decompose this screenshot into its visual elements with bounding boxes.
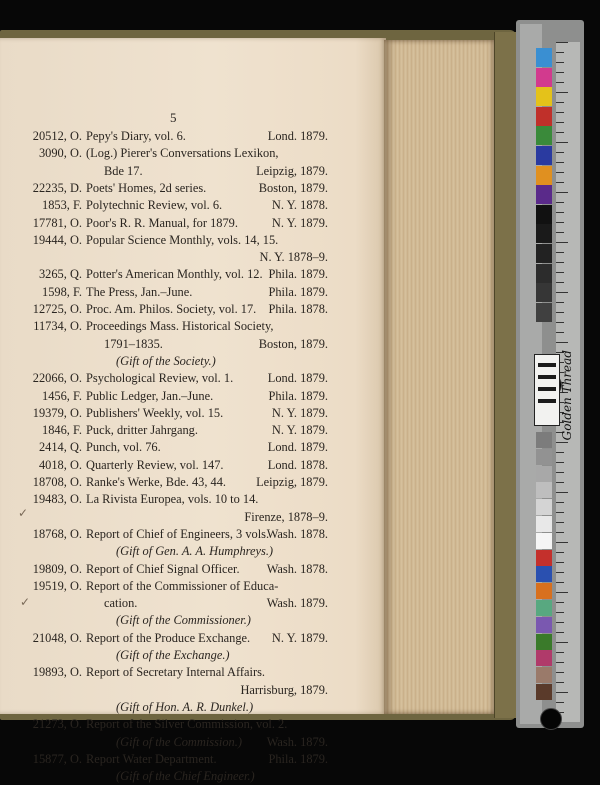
entry-title: (Log.) Pierer's Conversations Lexikon, bbox=[86, 146, 279, 161]
entry-title: The Press, Jan.–June. bbox=[86, 284, 193, 299]
gift-text: (Gift of the Chief Engineer.) bbox=[116, 769, 255, 784]
accession-number: 22235, D. bbox=[32, 180, 82, 195]
imprint: N. Y. 1878. bbox=[271, 198, 328, 213]
imprint: N. Y. 1879. bbox=[271, 630, 328, 645]
catalog-line bbox=[0, 388, 330, 405]
accession-number: 1456, F. bbox=[42, 388, 82, 403]
entry-title: Report of the Produce Exchange. bbox=[86, 630, 251, 645]
ruler-tick bbox=[556, 72, 564, 73]
imprint: N. Y. 1879. bbox=[271, 215, 328, 230]
accession-number: 3090, O. bbox=[38, 146, 82, 161]
color-swatch bbox=[536, 107, 552, 126]
ruler-tick bbox=[556, 252, 564, 253]
ruler-tick bbox=[556, 442, 568, 443]
gift-text: (Gift of Gen. A. A. Humphreys.) bbox=[116, 544, 274, 559]
imprint: Boston, 1879. bbox=[258, 180, 328, 195]
gift-note bbox=[0, 734, 330, 751]
catalog-line bbox=[0, 197, 330, 214]
catalog-line bbox=[0, 682, 330, 699]
color-swatch bbox=[536, 566, 552, 582]
ruler-tick bbox=[556, 232, 564, 233]
ruler-tick bbox=[556, 512, 564, 513]
ruler-tick bbox=[556, 182, 564, 183]
ruler-tick bbox=[556, 452, 564, 453]
ruler-tick bbox=[556, 132, 564, 133]
color-swatch bbox=[536, 264, 552, 283]
accession-number: 20512, O. bbox=[32, 129, 82, 143]
imprint: Wash. 1879. bbox=[266, 596, 328, 611]
punch-hole bbox=[540, 708, 562, 730]
ruler-tick bbox=[556, 582, 564, 583]
ruler-tick bbox=[556, 222, 564, 223]
entry-title: Report of Chief Signal Officer. bbox=[86, 561, 240, 576]
ruler-tick bbox=[556, 112, 564, 113]
book-cover-edge bbox=[494, 32, 517, 718]
ruler-tick bbox=[556, 542, 568, 543]
ruler-tick bbox=[556, 92, 568, 93]
ruler-tick bbox=[556, 462, 564, 463]
catalog-line bbox=[0, 716, 330, 733]
entry-title: Proc. Am. Philos. Society, vol. 17. bbox=[86, 302, 257, 316]
entry-title: Psychological Review, vol. 1. bbox=[86, 371, 234, 386]
catalog-line bbox=[0, 336, 330, 353]
imprint: Lond. 1879. bbox=[267, 129, 328, 143]
gift-note bbox=[0, 612, 330, 629]
ruler-tick bbox=[556, 612, 564, 613]
entry-title: cation. bbox=[104, 596, 138, 611]
color-swatch bbox=[536, 126, 552, 145]
imprint: Phila. 1879. bbox=[268, 267, 328, 282]
catalog-line bbox=[0, 630, 330, 647]
entry-title: Public Ledger, Jan.–June. bbox=[86, 388, 214, 403]
catalog-line bbox=[0, 595, 330, 612]
ruler-tick bbox=[556, 282, 564, 283]
catalog-line bbox=[0, 664, 330, 681]
color-swatch bbox=[536, 466, 552, 482]
entry-title: Report of Secretary Internal Affairs. bbox=[86, 665, 266, 680]
ruler-tick bbox=[556, 682, 564, 683]
imprint: Harrisburg, 1879. bbox=[240, 682, 328, 697]
color-swatch bbox=[536, 48, 552, 67]
ruler-tick bbox=[556, 302, 564, 303]
catalog-line bbox=[0, 474, 330, 491]
entry-title: La Rivista Europea, vols. 10 to 14. bbox=[86, 492, 259, 507]
ruler-tick bbox=[556, 272, 564, 273]
entry-title: 1791–1835. bbox=[104, 336, 163, 351]
ruler-tick bbox=[556, 202, 564, 203]
catalog-line bbox=[0, 422, 330, 439]
accession-number: 19483, O. bbox=[32, 492, 82, 507]
gift-text: (Gift of the Exchange.) bbox=[116, 648, 230, 662]
ruler-tick bbox=[556, 672, 564, 673]
color-swatch bbox=[536, 499, 552, 515]
color-swatch bbox=[536, 449, 552, 465]
ruler-tick bbox=[556, 642, 568, 643]
accession-number: 21273, O. bbox=[32, 717, 82, 732]
accession-number: 1598, F. bbox=[42, 284, 82, 299]
ruler-tick bbox=[556, 502, 564, 503]
catalog-line bbox=[0, 491, 330, 508]
catalog-line bbox=[0, 561, 330, 578]
catalog-line bbox=[0, 180, 330, 197]
catalog-line bbox=[0, 145, 330, 162]
ruler-tick bbox=[556, 152, 564, 153]
entry-title: Quarterly Review, vol. 147. bbox=[86, 457, 224, 472]
imprint: Wash. 1878. bbox=[266, 526, 328, 541]
accession-number: 18708, O. bbox=[32, 475, 82, 489]
ruler-tick bbox=[556, 702, 564, 703]
catalog-line bbox=[0, 232, 330, 249]
color-swatch bbox=[536, 303, 552, 322]
accession-number: 19809, O. bbox=[32, 561, 82, 576]
entry-title: Report Water Department. bbox=[86, 751, 217, 766]
imprint: Lond. 1879. bbox=[267, 440, 328, 455]
check-mark: ✓ bbox=[20, 595, 31, 609]
gift-text: (Gift of the Society.) bbox=[116, 353, 216, 368]
color-swatch bbox=[536, 205, 552, 224]
ruler-tick bbox=[556, 192, 568, 193]
ruler-tick bbox=[556, 122, 564, 123]
imprint: Phila. 1879. bbox=[268, 284, 328, 299]
color-swatch bbox=[536, 224, 552, 243]
ruler-tick bbox=[556, 472, 564, 473]
accession-number: 15877, O. bbox=[32, 751, 82, 766]
catalog-line bbox=[0, 215, 330, 232]
golden-thread-logo bbox=[534, 354, 560, 426]
ruler-tick bbox=[556, 562, 564, 563]
catalog-line bbox=[0, 284, 330, 301]
catalog-line bbox=[0, 370, 330, 387]
accession-number: 4018, O. bbox=[38, 457, 82, 472]
imprint: Wash. 1879. bbox=[266, 734, 328, 749]
catalog-line bbox=[0, 163, 330, 180]
entry-title: Report of the Commissioner of Educa- bbox=[86, 578, 279, 593]
imprint: Lond. 1878. bbox=[267, 457, 328, 472]
imprint: Wash. 1878. bbox=[266, 561, 328, 576]
logo-text: Golden Thread bbox=[560, 350, 574, 441]
accession-number: 1853, F. bbox=[42, 198, 82, 213]
color-swatch bbox=[536, 533, 552, 549]
gift-note bbox=[0, 699, 330, 716]
ruler-tick bbox=[556, 142, 568, 143]
catalog-line bbox=[0, 266, 330, 283]
entry-title: Bde 17. bbox=[104, 163, 143, 178]
imprint: N. Y. 1878–9. bbox=[259, 250, 328, 265]
accession-number: 21048, O. bbox=[32, 630, 82, 645]
color-swatch bbox=[536, 550, 552, 566]
gift-text: (Gift of Hon. A. R. Dunkel.) bbox=[116, 699, 254, 714]
ruler-tick bbox=[556, 342, 568, 343]
catalog-line bbox=[0, 301, 330, 318]
entry-title: Polytechnic Review, vol. 6. bbox=[86, 198, 223, 213]
gift-note bbox=[0, 768, 330, 785]
ruler-tick bbox=[556, 552, 564, 553]
color-swatch bbox=[536, 634, 552, 650]
ruler-tick bbox=[556, 162, 564, 163]
ruler-tick bbox=[556, 602, 564, 603]
color-swatch bbox=[536, 600, 552, 616]
ruler-tick bbox=[556, 332, 564, 333]
color-swatch bbox=[536, 583, 552, 599]
color-swatch bbox=[536, 68, 552, 87]
color-swatch bbox=[536, 283, 552, 302]
ruler-tick bbox=[556, 692, 568, 693]
gift-note bbox=[0, 543, 330, 560]
ruler-tick bbox=[556, 532, 564, 533]
entry-title: Punch, vol. 76. bbox=[86, 440, 161, 455]
ruler-tick bbox=[556, 572, 564, 573]
imprint: Phila. 1879. bbox=[268, 751, 328, 766]
imprint: N. Y. 1879. bbox=[271, 423, 328, 438]
entry-title: Report of Chief of Engineers, 3 vols. bbox=[86, 526, 270, 541]
ruler-tick bbox=[556, 262, 564, 263]
catalog-line bbox=[0, 249, 330, 266]
ruler-tick bbox=[556, 592, 568, 593]
gift-text: (Gift of the Commission.) bbox=[116, 734, 242, 749]
gift-note bbox=[0, 647, 330, 664]
color-swatch bbox=[536, 482, 552, 498]
imprint: Leipzig, 1879. bbox=[256, 475, 328, 489]
imprint: N. Y. 1879. bbox=[271, 405, 328, 420]
ruler-tick bbox=[556, 102, 564, 103]
accession-number: 17781, O. bbox=[32, 215, 82, 230]
entry-title: Puck, dritter Jahrgang. bbox=[86, 423, 198, 438]
entry-title: Popular Science Monthly, vols. 14, 15. bbox=[86, 232, 279, 247]
imprint: Firenze, 1878–9. bbox=[244, 509, 328, 524]
color-swatch bbox=[536, 650, 552, 666]
ruler-tick bbox=[556, 42, 568, 43]
ruler-tick bbox=[556, 52, 564, 53]
ruler-tick bbox=[556, 82, 564, 83]
accession-number: 18768, O. bbox=[32, 526, 82, 541]
accession-number: 2414, Q. bbox=[38, 440, 82, 455]
ruler-tick bbox=[556, 212, 564, 213]
page-edges bbox=[384, 40, 496, 714]
ruler-tick bbox=[556, 242, 568, 243]
entry-title: Publishers' Weekly, vol. 15. bbox=[86, 405, 224, 420]
catalog-line bbox=[0, 405, 330, 422]
color-swatch bbox=[536, 667, 552, 683]
color-swatch bbox=[536, 185, 552, 204]
color-swatch bbox=[536, 166, 552, 185]
ruler-tick bbox=[556, 482, 564, 483]
entry-title: Poor's R. R. Manual, for 1879. bbox=[86, 215, 238, 230]
ruler-tick bbox=[556, 662, 564, 663]
ruler-tick bbox=[556, 292, 568, 293]
catalog-line bbox=[0, 509, 330, 526]
imprint: Boston, 1879. bbox=[258, 336, 328, 351]
imprint: Leipzig, 1879. bbox=[256, 163, 328, 178]
entry-title: Poets' Homes, 2d series. bbox=[86, 180, 207, 195]
catalog-line bbox=[0, 439, 330, 456]
ruler-tick bbox=[556, 522, 564, 523]
color-swatch bbox=[536, 516, 552, 532]
entry-title: Report of the Silver Commission, vol. 2. bbox=[86, 717, 288, 732]
catalog-line bbox=[0, 457, 330, 474]
ruler-tick bbox=[556, 622, 564, 623]
color-swatch bbox=[536, 684, 552, 700]
accession-number: 12725, O. bbox=[32, 302, 82, 316]
accession-number: 22066, O. bbox=[32, 371, 82, 386]
entry-title: Potter's American Monthly, vol. 12. bbox=[86, 267, 263, 282]
imprint: Phila. 1878. bbox=[268, 302, 328, 316]
ruler-tick bbox=[556, 62, 564, 63]
color-target bbox=[516, 20, 584, 728]
accession-number: 1846, F. bbox=[42, 423, 82, 438]
color-swatch bbox=[536, 617, 552, 633]
ruler-tick bbox=[556, 652, 564, 653]
gift-note bbox=[0, 353, 330, 370]
entry-title: Ranke's Werke, Bde. 43, 44. bbox=[86, 475, 227, 489]
ruler-tick bbox=[556, 322, 564, 323]
accession-number: 19379, O. bbox=[32, 405, 82, 420]
entry-title: Proceedings Mass. Historical Society, bbox=[86, 319, 274, 334]
entry-title: Pepy's Diary, vol. 6. bbox=[86, 129, 186, 143]
accession-number: 11734, O. bbox=[33, 319, 82, 334]
ruler-tick bbox=[556, 632, 564, 633]
imprint: Lond. 1879. bbox=[267, 371, 328, 386]
ruler-tick bbox=[556, 492, 568, 493]
accession-number: 3265, Q. bbox=[38, 267, 82, 282]
color-swatch bbox=[536, 146, 552, 165]
color-swatch bbox=[536, 432, 552, 448]
catalog-line bbox=[0, 128, 330, 145]
catalog-line bbox=[0, 318, 330, 335]
catalog-line bbox=[0, 751, 330, 768]
accession-number: 19444, O. bbox=[32, 232, 82, 247]
ruler-tick bbox=[556, 172, 564, 173]
accession-number: 19519, O. bbox=[32, 578, 82, 593]
ruler-tick bbox=[556, 312, 564, 313]
catalog-line bbox=[0, 526, 330, 543]
gift-text: (Gift of the Commissioner.) bbox=[116, 613, 251, 628]
page-number: 5 bbox=[170, 110, 177, 125]
accession-number: 19893, O. bbox=[32, 665, 82, 680]
color-swatch bbox=[536, 87, 552, 106]
color-swatch bbox=[536, 244, 552, 263]
catalog-line bbox=[0, 578, 330, 595]
imprint: Phila. 1879. bbox=[268, 388, 328, 403]
check-mark: ✓ bbox=[18, 506, 29, 520]
